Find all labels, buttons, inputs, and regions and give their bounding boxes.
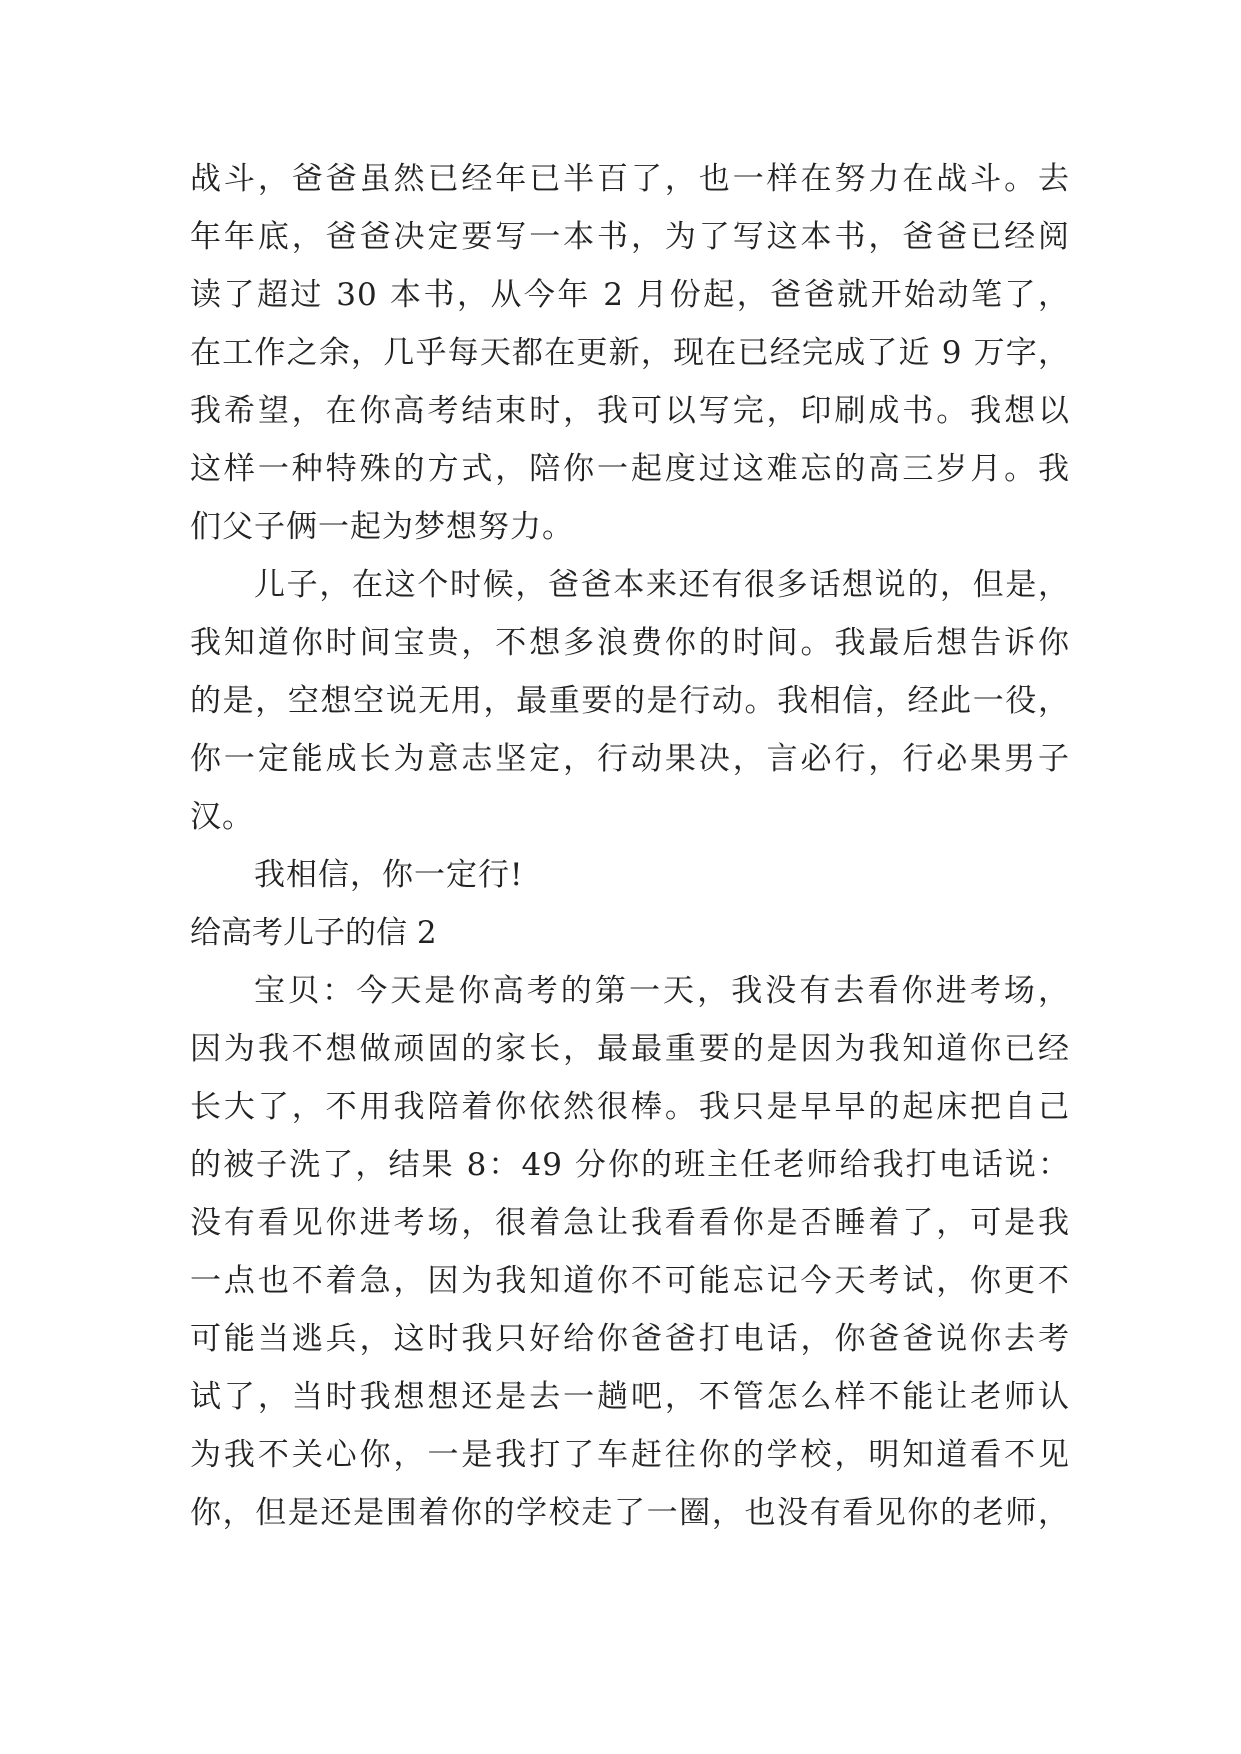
text-line: 们父子俩一起为梦想努力。: [190, 509, 574, 545]
text-line: 没有看见你进考场，很着急让我看看你是否睡着了，可是我: [190, 1205, 1070, 1241]
text-line: 年年底，爸爸决定要写一本书，为了写这本书，爸爸已经阅: [190, 219, 1070, 255]
text-line: 你一定能成长为意志坚定，行动果决，言必行，行必果男子: [190, 741, 1070, 777]
text-line: 的被子洗了，结果 8：49 分你的班主任老师给我打电话说：: [190, 1147, 1070, 1183]
paragraph-start-line: 宝贝：今天是你高考的第一天，我没有去看你进考场，: [254, 973, 1070, 1009]
paragraph-start-line: 我相信，你一定行!: [254, 857, 524, 893]
paragraph-start-line: 儿子，在这个时候，爸爸本来还有很多话想说的，但是，: [254, 567, 1070, 603]
text-line: 一点也不着急，因为我知道你不可能忘记今天考试，你更不: [190, 1263, 1070, 1299]
text-line: 为我不关心你，一是我打了车赶往你的学校，明知道看不见: [190, 1437, 1070, 1473]
text-line: 读了超过 30 本书，从今年 2 月份起，爸爸就开始动笔了，: [190, 277, 1070, 313]
text-line: 我希望，在你高考结束时，我可以写完，印刷成书。我想以: [190, 393, 1070, 429]
text-line: 长大了，不用我陪着你依然很棒。我只是早早的起床把自己: [190, 1089, 1070, 1125]
text-line: 你，但是还是围着你的学校走了一圈，也没有看见你的老师，: [190, 1495, 1070, 1531]
text-line: 试了，当时我想想还是去一趟吧，不管怎么样不能让老师认: [190, 1379, 1070, 1415]
text-line: 的是，空想空说无用，最重要的是行动。我相信，经此一役，: [190, 683, 1070, 719]
text-line: 在工作之余，几乎每天都在更新，现在已经完成了近 9 万字，: [190, 335, 1070, 371]
text-line: 战斗，爸爸虽然已经年已半百了，也一样在努力在战斗。去: [190, 161, 1070, 197]
text-line: 我知道你时间宝贵，不想多浪费你的时间。我最后想告诉你: [190, 625, 1070, 661]
text-line: 因为我不想做顽固的家长，最最重要的是因为我知道你已经: [190, 1031, 1070, 1067]
text-line: 可能当逃兵，这时我只好给你爸爸打电话，你爸爸说你去考: [190, 1321, 1070, 1357]
text-line: 这样一种特殊的方式，陪你一起度过这难忘的高三岁月。我: [190, 451, 1070, 487]
text-line: 汉。: [190, 799, 254, 835]
section-heading: 给高考儿子的信 2: [190, 915, 437, 951]
letter-body: [190, 150, 1070, 1542]
